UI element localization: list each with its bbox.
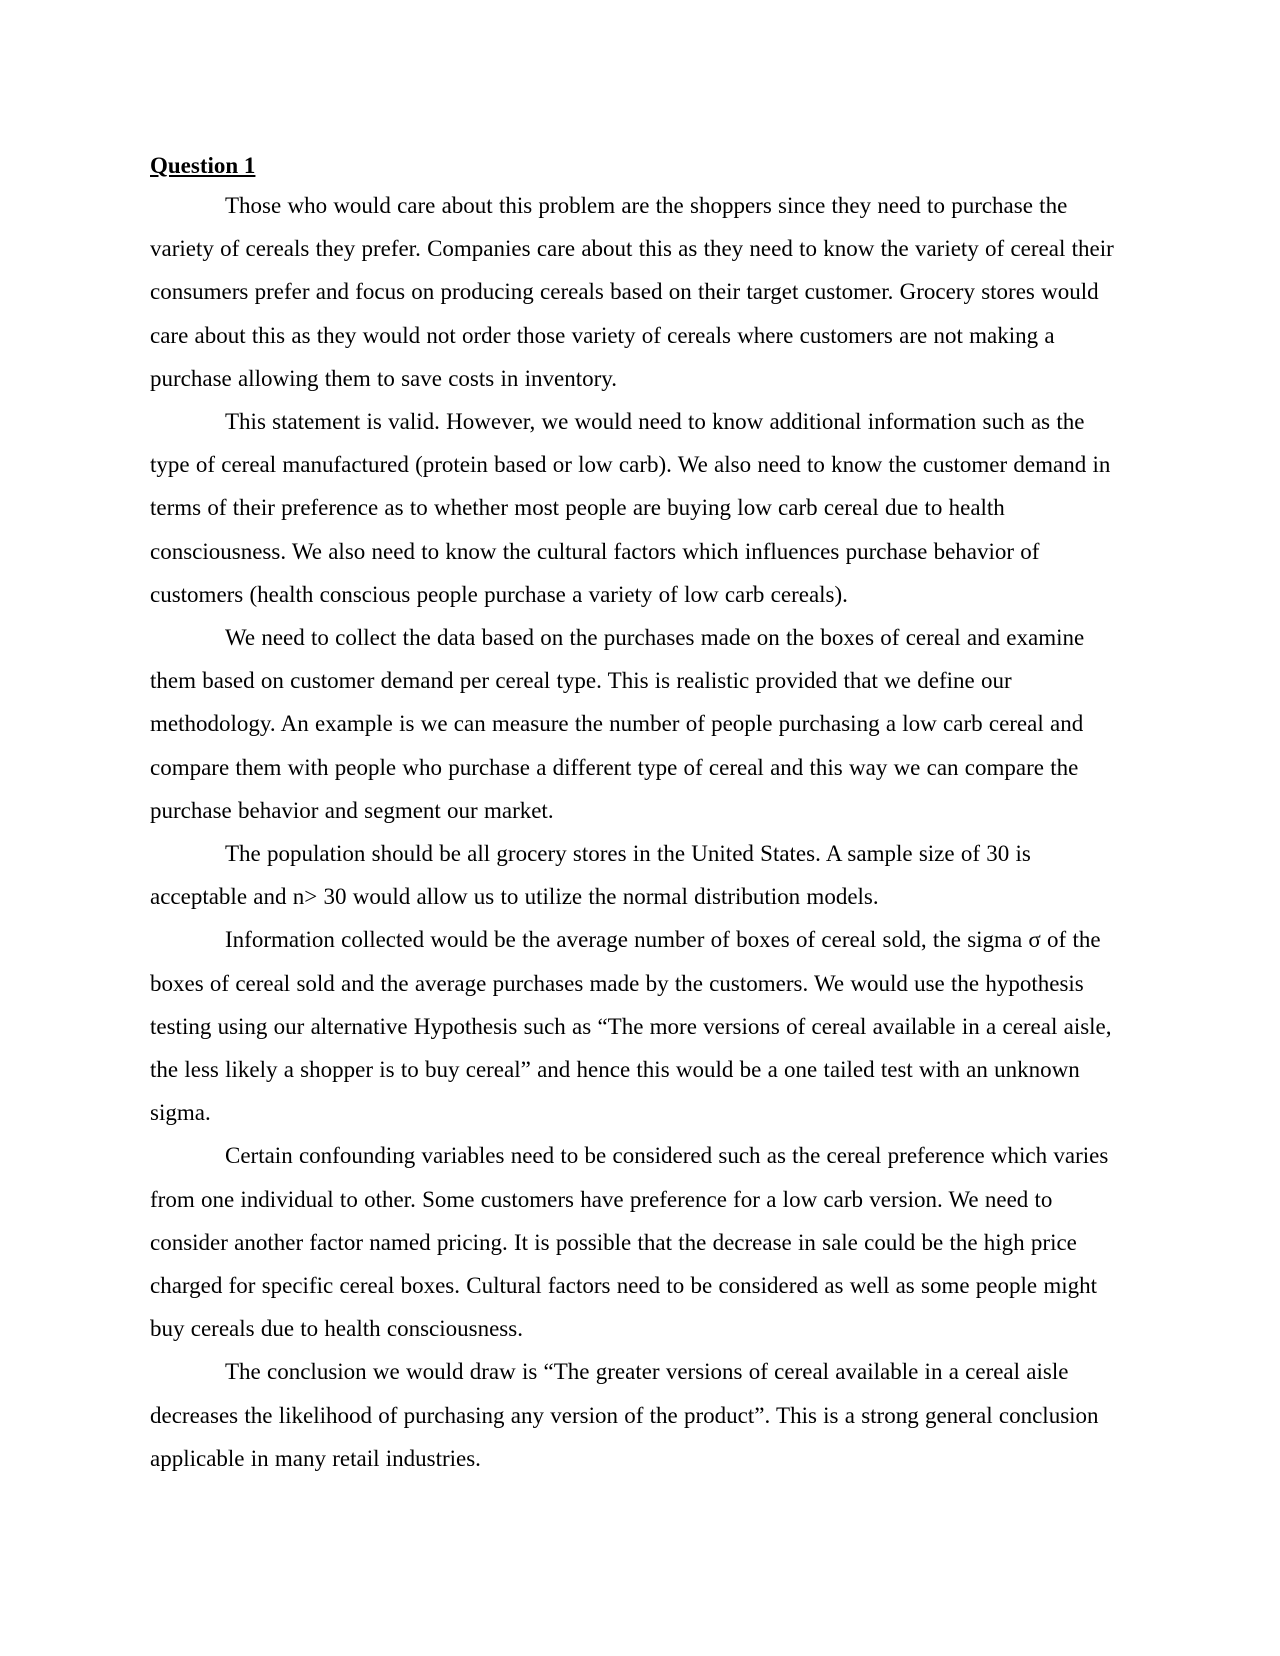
- paragraph-stakeholders: Those who would care about this problem are the shoppers since they need to purchase the variety of cereals they prefer. Companies care about this as they need to know the variety of cereal their consumers prefer and focus on producing cereals based on their target customer. Grocery stores would care about this as they would not order those variety of cereals where customers are not making a purchase allowing them to save costs in inventory.: [150, 193, 1114, 391]
- paragraph-confounding-variables: Certain confounding variables need to be considered such as the cereal preference which varies from one individual to other. Some customers have preference for a low carb version. We need to consider another factor named pricing. It is possible that the decrease in sale could be the high price charged for specific cereal boxes. Cultural factors need to be considered as well as some people might buy cereals due to health consciousness.: [150, 1143, 1109, 1342]
- question-heading: Question 1: [150, 153, 256, 178]
- document-body: [150, 148, 1130, 1480]
- paragraph-conclusion: The conclusion we would draw is “The greater versions of cereal available in a cereal aisle decreases the likelihood of purchasing any version of the product”. This is a strong general conclusion applicable in many retail industries.: [150, 1359, 1099, 1471]
- paragraph-data-collection: We need to collect the data based on the purchases made on the boxes of cereal and examine them based on customer demand per cereal type. This is realistic provided that we define our methodology. An example is we can measure the number of people purchasing a low carb cereal and compare them with people who purchase a different type of cereal and this way we can compare the purchase behavior and segment our market.: [150, 625, 1085, 823]
- paragraph-population: The population should be all grocery stores in the United States. A sample size of 30 is acceptable and n> 30 would allow us to utilize the normal distribution models.: [150, 841, 1031, 910]
- paragraph-hypothesis: Information collected would be the average number of boxes of cereal sold, the sigma σ of the boxes of cereal sold and the average purchases made by the customers. We would use the hypothesis testing using our alternative Hypothesis such as “The more versions of cereal available in a cereal aisle, the less likely a shopper is to buy cereal” and hence this would be a one tailed test with an unknown sigma.: [150, 927, 1112, 1126]
- paragraph-statement-validity: This statement is valid. However, we would need to know additional information such as the type of cereal manufactured (protein based or low carb). We also need to know the customer demand in terms of their preference as to whether most people are buying low carb cereal due to health consciousness. We also need to know the cultural factors which influences purchase behavior of customers (health conscious people purchase a variety of low carb cereals).: [150, 409, 1111, 607]
